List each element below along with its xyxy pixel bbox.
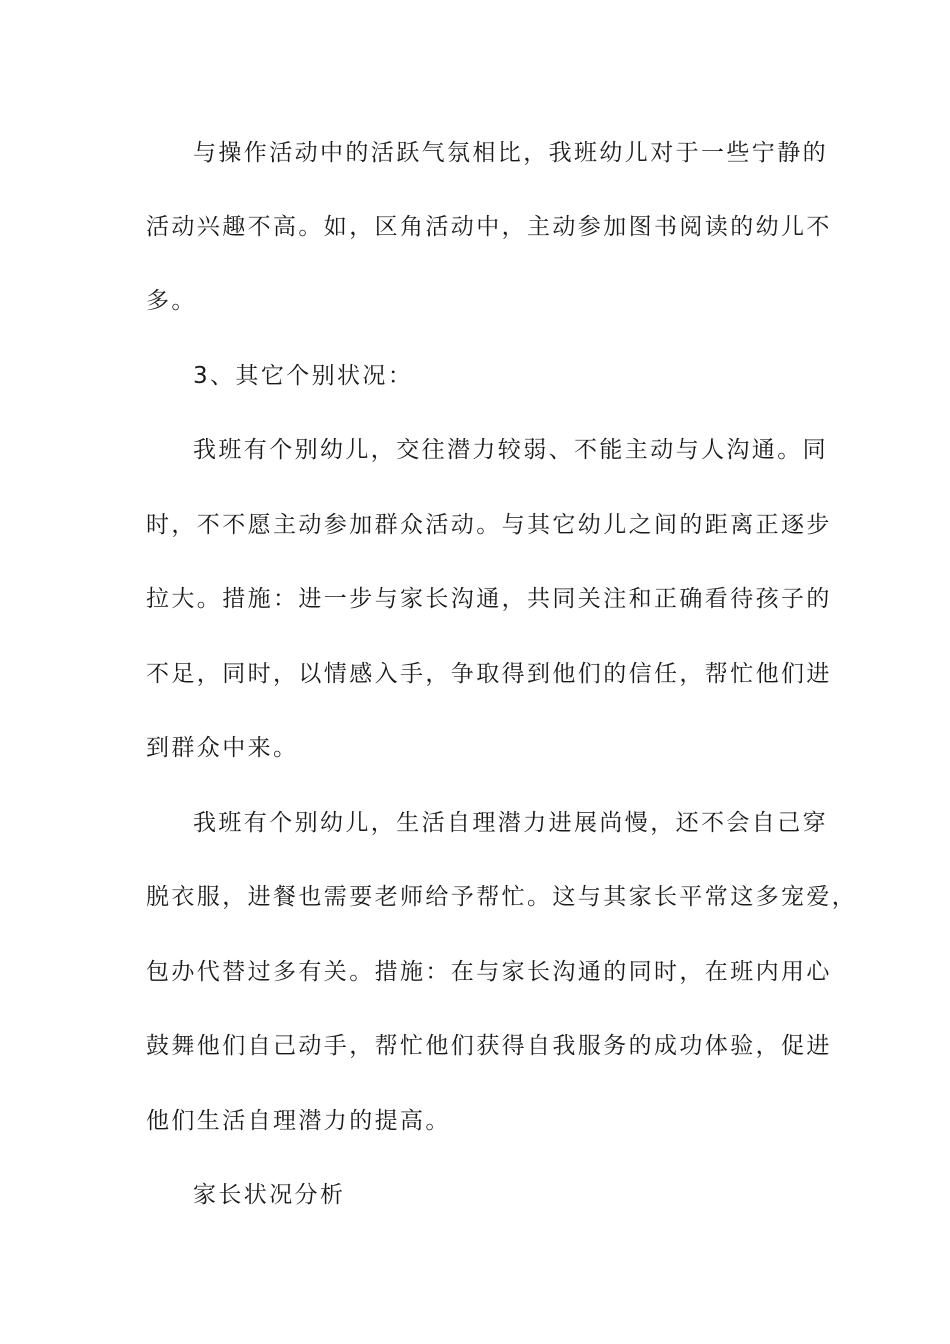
text-line: 活动兴趣不高。如，区角活动中，主动参加图书阅读的幼儿不 [146, 214, 832, 240]
text-line: 我班有个别幼儿，交往潜力较弱、不能主动与人沟通。同 [193, 437, 828, 463]
text-line: 到群众中来。 [146, 735, 299, 761]
text-line: 脱衣服，进餐也需要老师给予帮忙。这与其家长平常这多宠爱， [146, 884, 858, 910]
text-line: 拉大。措施：进一步与家长沟通，共同关注和正确看待孩子的 [146, 586, 832, 612]
text-line: 包办代替过多有关。措施：在与家长沟通的同时，在班内用心 [146, 959, 832, 985]
section-heading: 3、其它个别状况： [193, 363, 414, 389]
text-line: 多。 [146, 288, 197, 314]
text-line: 鼓舞他们自己动手，帮忙他们获得自我服务的成功体验，促进 [146, 1033, 832, 1059]
text-line: 与操作活动中的活跃气氛相比，我班幼儿对于一些宁静的 [193, 140, 828, 166]
text-line: 不足，同时，以情感入手，争取得到他们的信任，帮忙他们进 [146, 661, 832, 687]
section-heading: 家长状况分析 [193, 1182, 346, 1208]
text-line: 时，不不愿主动参加群众活动。与其它幼儿之间的距离正逐步 [146, 512, 832, 538]
text-line: 我班有个别幼儿，生活自理潜力进展尚慢，还不会自己穿 [193, 810, 828, 836]
text-line: 他们生活自理潜力的提高。 [146, 1108, 451, 1134]
